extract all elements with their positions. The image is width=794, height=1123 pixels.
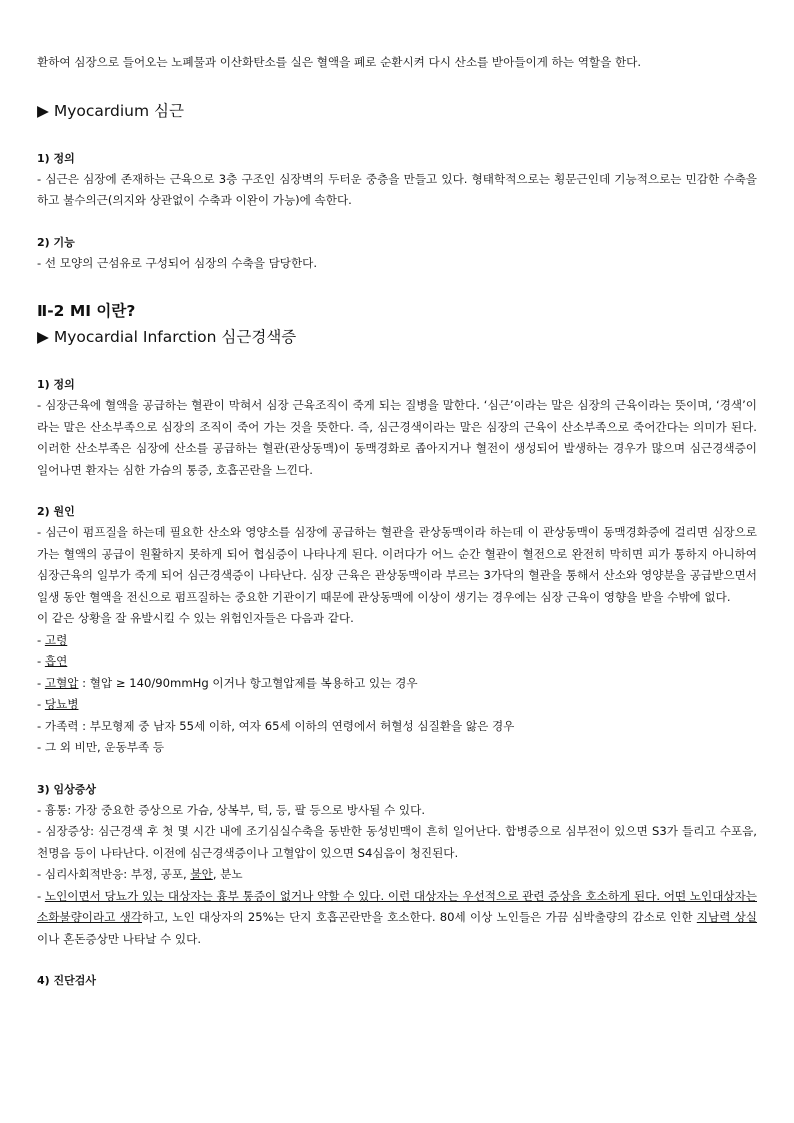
myocardium-definition-title: 1) 정의 [37, 151, 75, 165]
symptom-chest-pain: - 흉통: 가장 중요한 증상으로 가슴, 상복부, 턱, 등, 팔 등으로 방사될 수 있다. [37, 802, 426, 817]
myocardium-function-text: - 선 모양의 근섬유로 구성되어 심장의 수축을 담당한다. [37, 255, 318, 270]
risk-factor-item: - 고령 [37, 632, 68, 647]
mi-risk-intro: 이 같은 상황을 잘 유발시킬 수 있는 위험인자들은 다음과 같다. [37, 611, 354, 625]
symptom-psychosocial: - 심리사회적반응: 부정, 공포, 불안, 분노 [37, 867, 243, 881]
myocardium-function-title: 2) 기능 [37, 235, 75, 249]
risk-factor-item: - 당뇨병 [37, 697, 79, 711]
mi-definition-title: 1) 정의 [37, 378, 75, 391]
mi-heading: ▶ Myocardial Infarction 심근경색증 [37, 328, 297, 346]
risk-factor-term: 고혈압 [44, 675, 79, 690]
mi-symptoms-title: 3) 임상증상 [37, 782, 97, 796]
mi-cause-text: - 심근이 펌프질을 하는데 필요한 산소와 영양소를 심장에 공급하는 혈관을 관상동맥이라 하는데 이 관상동맥이 동맥경화증에 걸리면 심장으로 가는 혈액의 공급이 원활하지 못하게 되어 협심증이 나타나게 된다. 이러다가 어느 순간 혈관이 혈전으로 완전히 막히면 피가 통하지 아니하여 심장근육의 일부가 죽게 되어 심근경색증이 나타난다. 심장 근육은 관상동맥이라 부르는 3가닥의 혈관을 통해서 산소와 영양분을 공급받으면서 일생 동안 혈액을 전신으로 펌프질하는 중요한 기관이기 때문에 관상동맥에 이상이 생기는 경우에는 심장 근육이 영향을 받을 수밖에 없다. [37, 525, 757, 604]
risk-factor-item: - 고혈압 : 혈압 ≥ 140/90mmHg 이거나 항고혈압제를 복용하고 있는 경우 [37, 675, 418, 690]
symptom-elderly: - 노인이면서 당뇨가 있는 대상자는 흉부 통증이 없거나 약할 수 있다. 이런 대상자는 우선적으로 관련 증상을 호소하게 된다. 어떤 노인대상자는 소화불량이라고 생각하고, 노인 대상자의 25%는 단지 호흡곤란만을 호소한다. 80세 이상 노인들은 가끔 심박출량의 감소로 인한 지남력 상실이나 혼돈증상만 나타날 수 있다. [37, 888, 758, 946]
mi-definition-text: - 심장근육에 혈액을 공급하는 혈관이 막혀서 심장 근육조직이 죽게 되는 질병을 말한다. ‘심근’이라는 말은 심장의 근육이라는 뜻이며, ‘경색’이라는 말은 산소부족으로 심장의 조직이 죽어 가는 것을 뜻한다. 즉, 심근경색이라는 말은 심장의 근육이 산소부족으로 죽어간다는 의미가 된다. 이러한 산소부족은 심장에 산소를 공급하는 혈관(관상동맥)이 동맥경화로 좁아지거나 혈전이 생성되어 발생하는 경우가 많으며 심근경색증이 일어나면 환자는 심한 가슴의 통증, 호흡곤란을 느낀다. [37, 398, 757, 477]
mi-diagnosis-title: 4) 진단검사 [37, 974, 97, 987]
myocardium-heading: ▶ Myocardium 심근 [37, 101, 184, 120]
risk-factor-term: 고령 [44, 632, 68, 647]
risk-factor-family: - 가족력 : 부모형제 중 남자 55세 이하, 여자 65세 이하의 연령에서 허혈성 심질환을 앓은 경우 [37, 718, 515, 733]
document-page [37, 52, 757, 991]
symptom-cardiac: - 심장증상: 심근경색 후 첫 몇 시간 내에 조기심실수축을 동반한 동성빈맥이 흔히 일어난다. 합병증으로 심부전이 있으면 S3가 들리고 수포음, 천명음 등이 나타난다. 이전에 심근경색증이나 고혈압이 있으면 S4심음이 청진된다. [37, 824, 757, 860]
risk-factor-term: 흡연 [44, 654, 68, 668]
mi-cause-title: 2) 원인 [37, 505, 75, 518]
intro-paragraph: 환하여 심장으로 들어오는 노폐물과 이산화탄소를 실은 혈액을 폐로 순환시켜 다시 산소를 받아들이게 하는 역할을 한다. [37, 55, 642, 69]
risk-factor-other: - 그 외 비만, 운동부족 등 [37, 740, 165, 754]
risk-factor-item: - 흡연 [37, 654, 68, 668]
mi-section-title: Ⅱ-2 MI 이란? [37, 302, 136, 320]
myocardium-definition-text: - 심근은 심장에 존재하는 근육으로 3층 구조인 심장벽의 두터운 중층을 만들고 있다. 형태학적으로는 횡문근인데 기능적으로는 민감한 수축을 하고 불수의근(의지와 상관없이 수축과 이완이 가능)에 속한다. [37, 171, 757, 207]
risk-factor-term: 당뇨병 [44, 697, 79, 711]
